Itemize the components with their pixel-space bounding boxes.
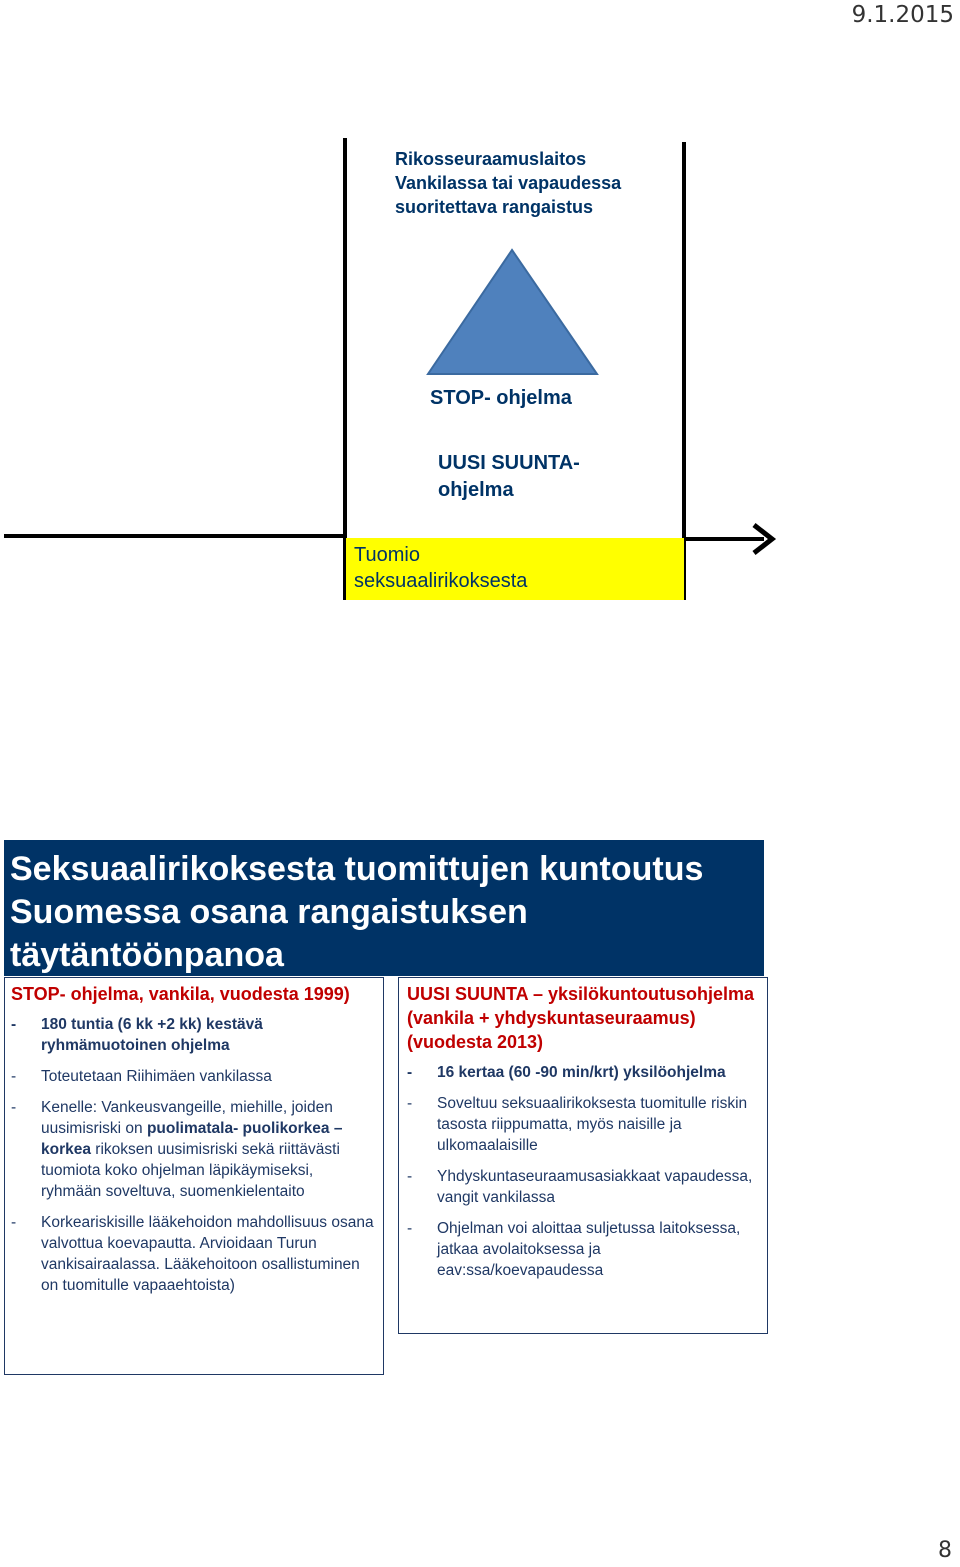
uusi-suunta-list [407, 1062, 759, 1281]
uusi-suunta-heading: UUSI SUUNTA – yksilökuntoutusohjelma (vankila + yhdyskuntaseuraamus) (vuodesta 2013) [407, 984, 755, 1052]
title-line: Seksuaalirikoksesta tuomittujen kuntoutus [10, 850, 704, 888]
tuomio-line: seksuaalirikoksesta [354, 570, 528, 592]
uusi-suunta-label [438, 450, 580, 504]
stop-program-box [4, 977, 384, 1375]
stop-program-label: STOP- ohjelma [430, 387, 572, 409]
list-item: - 180 tuntia (6 kk +2 kk) kestävä ryhmämuotoinen ohjelma [11, 1014, 377, 1056]
stop-program-heading: STOP- ohjelma, vankila, vuodesta 1999) [11, 984, 350, 1004]
uusi-suunta-box [398, 977, 768, 1334]
list-item: - Korkeariskisille lääkehoidon mahdollisuus osana valvottua koevapautta. Arvioidaan Turun vankisairaalassa. Lääkehoitoon osallistuminen on tuomitulle vapaaehtoista) [11, 1212, 377, 1296]
title-banner [4, 840, 764, 976]
item-text: rikoksen uusimisriski sekä riittävästi tuomiota koko ohjelman läpikäymiseksi, ryhmään soveltuva, suomenkielentaito [41, 1141, 340, 1200]
list-item: - Ohjelman voi aloittaa suljetussa laitoksessa, jatkaa avolaitoksessa ja eav:ssa/koevapaudessa [407, 1218, 759, 1281]
timeline-arrow-icon [748, 522, 778, 556]
list-item: - Yhdyskuntaseuraamusasiakkaat vapaudessa, vangit vankilassa [407, 1166, 759, 1208]
list-item: - Toteutetaan Riihimäen vankilassa [11, 1066, 377, 1087]
list-item: - 16 kertaa (60 -90 min/krt) yksilöohjelma [407, 1062, 759, 1083]
item-text-bold: puolimatala- puolikorkea – korkea [41, 1120, 343, 1158]
left-vertical-line [343, 138, 347, 600]
rs-line: suoritettava rangaistus [395, 197, 594, 217]
item-text: Kenelle: Vankeusvangeille, miehille, joiden uusimisriski on [41, 1099, 333, 1137]
stop-triangle-icon [425, 247, 600, 377]
title-line: Suomessa osana rangaistuksen [10, 893, 528, 931]
uusi-line: UUSI SUUNTA- [438, 452, 580, 474]
page-number: 8 [938, 1538, 952, 1563]
slide-rehabilitation [0, 840, 770, 1380]
rs-line: Rikosseuraamuslaitos [395, 149, 587, 169]
right-vertical-line [682, 142, 686, 600]
stop-program-list [11, 1014, 377, 1296]
tuomio-line: Tuomio [354, 544, 420, 566]
tuomio-box [346, 538, 684, 600]
rikosseuraamuslaitos-text [395, 147, 621, 219]
list-item: - Soveltuu seksuaalirikoksesta tuomitulle riskin tasosta riippumatta, myös naisille ja ulkomaalaisille [407, 1093, 759, 1156]
slide-diagram [0, 130, 780, 610]
list-item [11, 1097, 377, 1202]
timeline-left-segment [4, 534, 344, 538]
slide-title [10, 848, 758, 977]
header-date: 9.1.2015 [851, 2, 954, 28]
uusi-line: ohjelma [438, 479, 514, 501]
title-line: täytäntöönpanoa [10, 936, 284, 974]
rs-line: Vankilassa tai vapaudessa [395, 173, 622, 193]
